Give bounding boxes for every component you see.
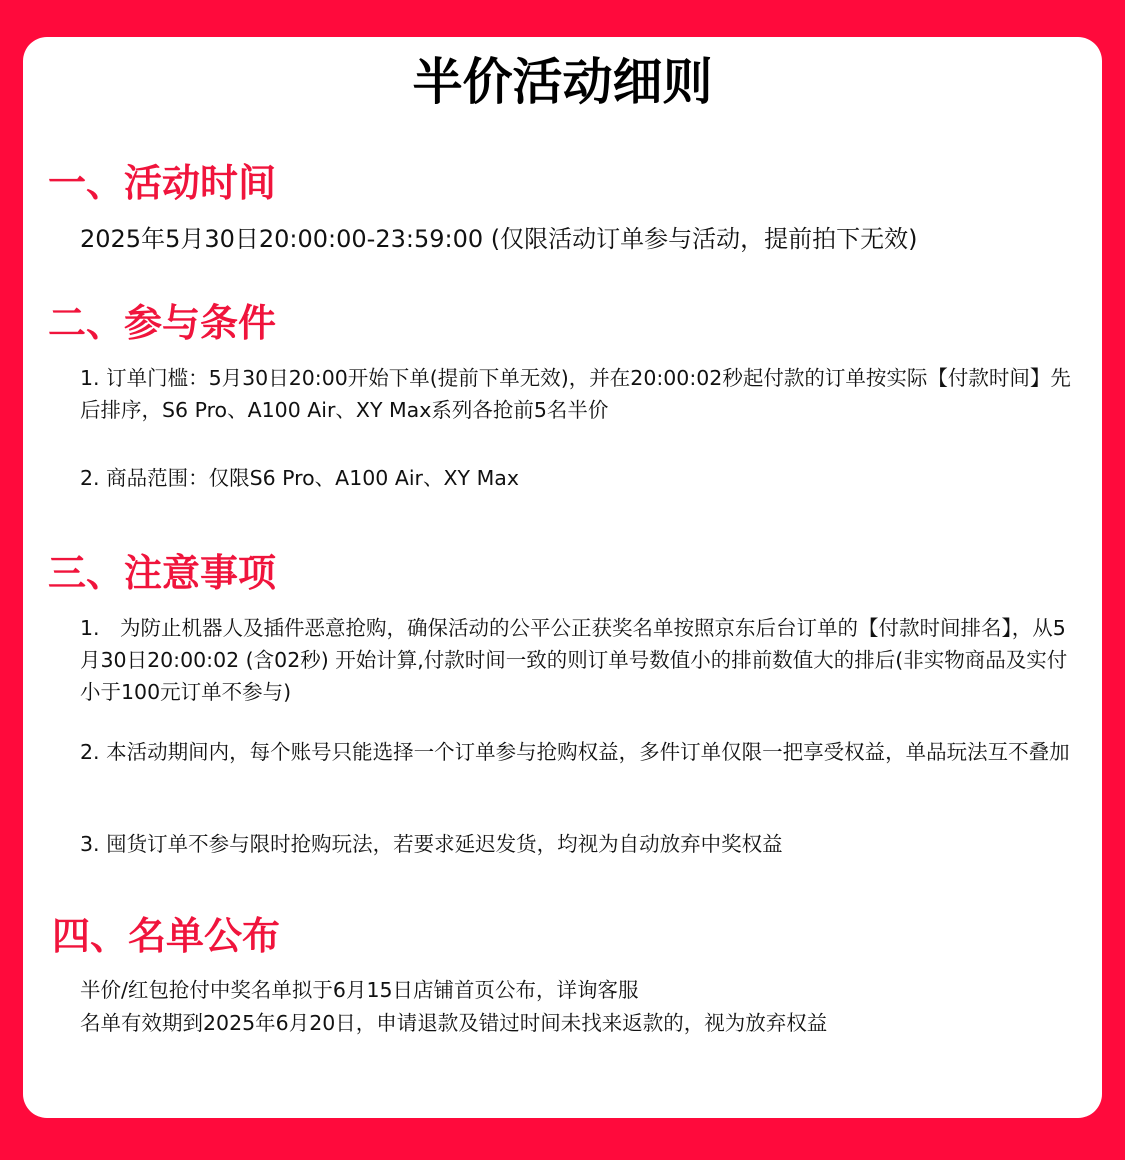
condition-item-order-threshold: 1. 订单门槛：5月30日20:00开始下单(提前下单无效)，并在20:00:02秒起付款的订单按实际【付款时间】先后排序，S6 Pro、A100 Air、XY Max系列各抢前5名半价 [80, 366, 1071, 422]
page-title: 半价活动细则 [412, 53, 713, 111]
winner-list-announcement: 半价/红包抢付中奖名单拟于6月15日店铺首页公布，详询客服 [80, 978, 639, 1002]
section-heading-winner-list: 四、名单公布 [52, 914, 281, 958]
winner-list-validity: 名单有效期到2025年6月20日，申请退款及错过时间未找来返款的，视为放弃权益 [80, 1011, 828, 1035]
section-heading-notes: 三、注意事项 [48, 551, 277, 595]
note-item-one-order-per-account: 2. 本活动期间内，每个账号只能选择一个订单参与抢购权益，多件订单仅限一把享受权益，单品玩法互不叠加 [80, 740, 1070, 764]
condition-item-product-scope: 2. 商品范围：仅限S6 Pro、A100 Air、XY Max [80, 466, 519, 490]
activity-time-text: 2025年5月30日20:00:00-23:59:00 (仅限活动订单参与活动，提前拍下无效) [80, 225, 918, 253]
note-item-stockpile-orders: 3. 囤货订单不参与限时抢购玩法，若要求延迟发货，均视为自动放弃中奖权益 [80, 832, 783, 856]
note-item-anti-bot: 1. 为防止机器人及插件恶意抢购，确保活动的公平公正获奖名单按照京东后台订单的【付款时间排名】，从5月30日20:00:02 (含02秒) 开始计算,付款时间一致的则订单号数值小的排前数值大的排后(非实物商品及实付小于100元订单不参与) [80, 616, 1068, 704]
section-heading-conditions: 二、参与条件 [48, 301, 277, 345]
section-heading-time: 一、活动时间 [48, 161, 277, 205]
